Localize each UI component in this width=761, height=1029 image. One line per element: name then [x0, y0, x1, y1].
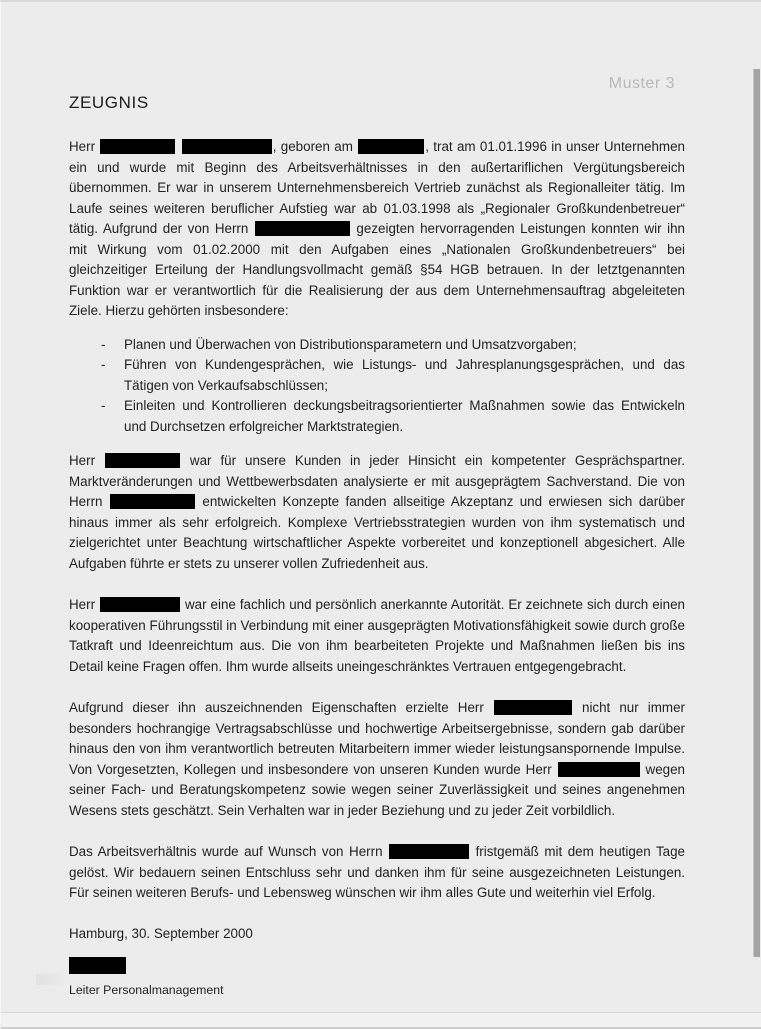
paragraph-termination: Das Arbeitsverhältnis wurde auf Wunsch von Herrn fristgemäß mit dem heutigen Tage gelöst. Wir bedauern seinen Entschluss sehr und danken ihm für seine ausgezeichneten Leistungen. Für seinen weiteren Berufs- und Lebensweg wünschen wir ihm alles Gute und weiterhin viel Erfolg.	[69, 844, 686, 900]
page-bottom-edge	[1, 1012, 761, 1029]
letter-body	[69, 2, 685, 997]
redacted-name	[105, 453, 180, 468]
list-item: - Planen und Überwachen von Distributionsparametern und Umsatzvorgaben;	[101, 335, 685, 356]
redacted-name	[100, 597, 180, 612]
redacted-name	[100, 139, 175, 154]
place-date-line: Hamburg, 30. September 2000	[69, 925, 253, 941]
redacted-name	[110, 494, 195, 509]
redacted-name	[558, 762, 640, 777]
list-item: - Einleiten und Kontrollieren deckungsbeitragsorientierter Maßnahmen sowie das Entwickeln und Durchsetzen erfolgreicher Marktstrategien.	[101, 396, 685, 437]
redacted-signature	[69, 957, 126, 974]
list-item: - Führen von Kundengesprächen, wie Listungs- und Jahresplanungsgesprächen, und das Tätigen von Verkaufsabschlüssen;	[101, 355, 685, 396]
redacted-name	[182, 139, 272, 154]
paragraph-performance: Herr war für unsere Kunden in jeder Hinsicht ein kompetenter Gesprächspartner. Marktveränderungen und Wettbewerbsdaten analysierte er mit ausgeprägtem Sachverstand. Die von Herrn entwickelten Konzepte fanden allseitige Akzeptanz und erwiesen sich darüber hinaus immer als sehr erfolgreich. Komplexe Vertriebsstrategien wurden von ihm systematisch und zielgerichtet unter Beachtung wirtschaftlicher Aspekte vorbereitet und konzeptionell abgesichert. Alle Aufgaben führte er stets zu unserer vollen Zufriedenheit aus.	[69, 453, 685, 571]
paragraph-results: Aufgrund dieser ihn auszeichnenden Eigenschaften erzielte Herr nicht nur immer besonders hochrangige Vertragsabschlüsse und hochwertige Arbeitsergebnisse, sondern gab darüber hinaus den von ihm verantwortlich betreuten Mitarbeitern immer wieder leistungsanspornende Impulse. Von Vorgesetzten, Kollegen und insbesondere von unseren Kunden wurde Herr wegen seiner Fach- und Beratungskompetenz sowie wegen seiner Zuverlässigkeit und seines angenehmen Wesens stets geschätzt. Sein Verhalten war in jeder Beziehung und zu jeder Zeit vorbildlich.	[69, 700, 685, 818]
document-title: ZEUGNIS	[69, 93, 149, 112]
duties-list	[101, 335, 685, 438]
paragraph-leadership: Herr war eine fachlich und persönlich anerkannte Autorität. Er zeichnete sich durch einen kooperativen Führungsstil in Verbindung mit einer ausgeprägten Motivationsfähigkeit sowie durch große Tatkraft und Ideenreichtum aus. Die von ihm bearbeiteten Projekte und Maßnahmen ließen bis ins Detail keine Fragen offen. Ihm wurde allseits uneingeschränktes Vertrauen entgegengebracht.	[69, 597, 685, 674]
faint-corner-artifact	[36, 974, 62, 985]
redacted-name	[389, 844, 469, 859]
scrollbar-thumb[interactable]	[753, 69, 760, 957]
muster-label: Muster 3	[608, 75, 675, 92]
redacted-name	[358, 139, 424, 154]
redacted-name	[255, 221, 350, 236]
paragraph-intro: Herr , geboren am , trat am 01.01.1996 in unser Unternehmen ein und wurde mit Beginn des Arbeitsverhältnisses in den außertariflichen Vergütungsbereich übernommen. Er war in unserem Unternehmensbereich Vertrieb zunächst als Regionalleiter tätig. Im Laufe seines weiteren beruflicher Aufstieg war ab 01.03.1998 als „Regionaler Großkundenbetreuer“ tätig. Aufgrund der von Herrn gezeigten hervorragenden Leistungen konnten wir ihn mit Wirkung vom 01.02.2000 mit den Aufgaben eines „Nationalen Großkundenbetreuers“ bei gleichzeitiger Erteilung der Handlungsvollmacht gemäß §54 HGB betrauen. In der letztgenannten Funktion war er verantwortlich für die Realisierung der aus dem Unternehmensauftrag abgeleiteten Ziele. Hierzu gehörten insbesondere:	[69, 139, 686, 318]
signatory-role: Leiter Personalmanagement	[69, 982, 224, 997]
redacted-name	[494, 700, 572, 715]
